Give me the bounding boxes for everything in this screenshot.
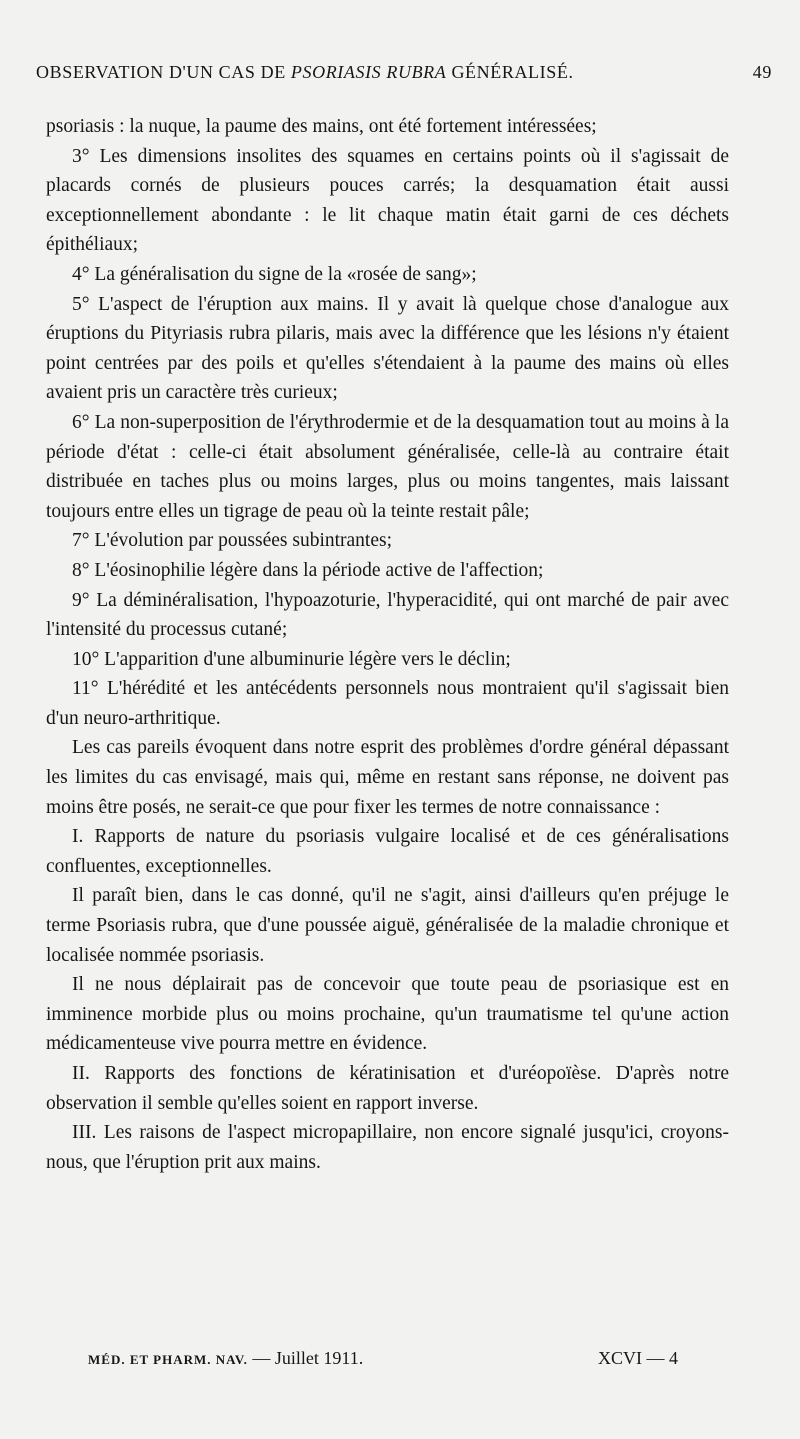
paragraph: 8° L'éosinophilie légère dans la période active de l'affection; (72, 559, 544, 581)
journal-date: — Juillet 1911. (252, 1348, 364, 1368)
paragraph: Il ne nous déplairait pas de concevoir que toute peau de psoriasique est en imminence morbide plus ou moins prochaine, qu'un traumatisme tel qu'une action médicamenteuse vive pourra mettre en évidence. (46, 974, 729, 1055)
paragraph: 3° Les dimensions insolites des squames en certains points où il s'agissait de placards cornés de plusieurs pouces carrés; la desquamation était aussi exceptionnellement abondante : le lit chaque matin était garni de ces déchets épithéliaux; (46, 145, 729, 256)
paragraph: Il paraît bien, dans le cas donné, qu'il ne s'agit, ainsi d'ailleurs qu'en préjuge le terme Psoriasis rubra, que d'une poussée aiguë, généralisée de la maladie chronique et localisée nommée psoriasis. (46, 885, 729, 966)
paragraph: Les cas pareils évoquent dans notre esprit des problèmes d'ordre général dépassant les limites du cas envisagé, mais qui, même en restant sans réponse, ne doivent pas moins être posés, ne serait-ce que pour fixer les termes de notre connaissance : (46, 737, 729, 818)
title-end: GÉNÉRALISÉ. (446, 62, 574, 82)
paragraph: 7° L'évolution par poussées subintrantes; (72, 530, 393, 552)
footer-journal (88, 1348, 363, 1369)
paragraph: I. Rapports de nature du psoriasis vulgaire localisé et de ces généralisations confluentes, exceptionnelles. (46, 826, 729, 877)
footer-volume: XCVI — 4 (598, 1348, 678, 1368)
page-footer (88, 1348, 678, 1369)
paragraph: 9° La déminéralisation, l'hypoazoturie, l'hyperacidité, qui ont marché de pair avec l'intensité du processus cutané; (46, 589, 729, 641)
journal-name: MÉD. ET PHARM. NAV. (88, 1352, 248, 1367)
paragraph: III. Les raisons de l'aspect micropapillaire, non encore signalé jusqu'ici, croyons-nous, que l'éruption prit aux mains. (46, 1122, 729, 1173)
title-start: OBSERVATION D'UN CAS DE (36, 62, 291, 82)
title-italic: PSORIASIS RUBRA (290, 62, 447, 82)
page-number: 49 (752, 62, 772, 82)
running-title (36, 62, 574, 83)
paragraph: psoriasis : la nuque, la paume des mains, ont été fortement intéressées; (46, 116, 597, 137)
body-text (46, 112, 729, 1177)
paragraph: 11° L'hérédité et les antécédents personnels nous montraient qu'il s'agissait bien d'un neuro-arthritique. (46, 678, 729, 729)
paragraph: 10° L'apparition d'une albuminurie légère vers le déclin; (72, 648, 511, 670)
paragraph: 4° La généralisation du signe de la «rosée de sang»; (72, 263, 477, 285)
paragraph: II. Rapports des fonctions de kératinisation et d'uréopoïèse. D'après notre observation il semble qu'elles soient en rapport inverse. (46, 1063, 729, 1114)
paragraph: 5° L'aspect de l'éruption aux mains. Il y avait là quelque chose d'analogue aux éruptions du Pityriasis rubra pilaris, mais avec la différence que les lésions n'y étaient point centrées par des poils et qu'elles s'étendaient à la paume des mains où elles avaient pris un caractère très curieux; (46, 293, 729, 404)
running-header (36, 62, 772, 83)
paragraph: 6° La non-superposition de l'érythrodermie et de la desquamation tout au moins à la période d'état : celle-ci était absolument généralisée, celle-là au contraire était distribuée en taches plus ou moins larges, plus ou moins tangentes, mais laissant toujours entre elles un tigrage de peau où la teinte restait pâle; (46, 411, 729, 522)
